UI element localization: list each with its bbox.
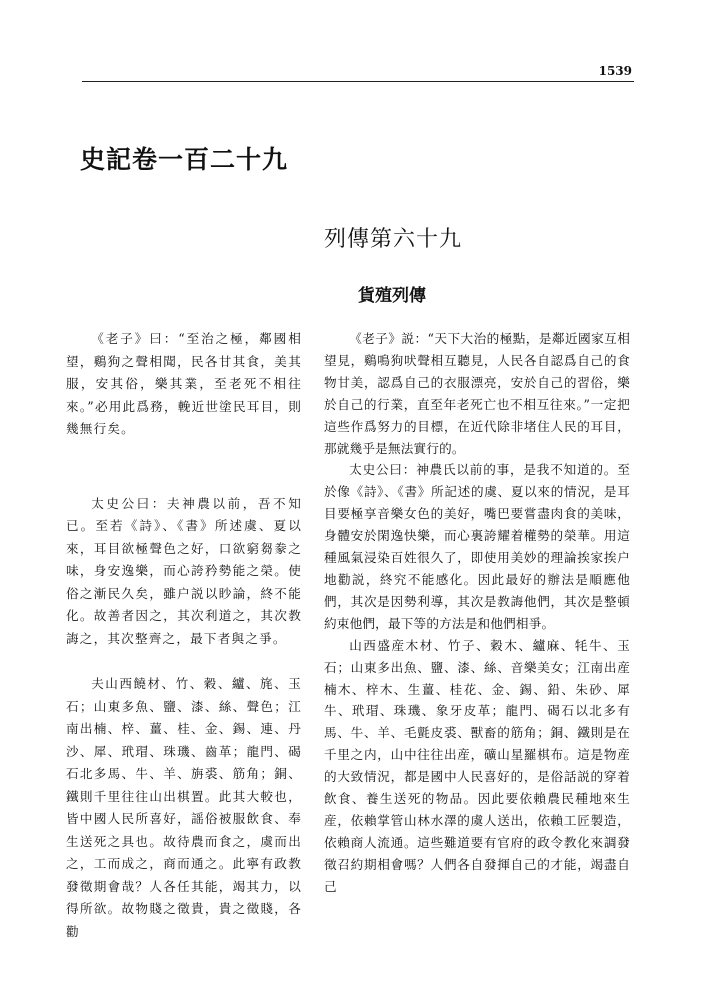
translation-paragraph: 《老子》説：“天下大治的極點，是鄰近國家互相望見，鷄鳴狗吠聲相互聽見，人民各自認爲自己的食物甘美，認爲自己的衣服漂亮，安於自己的習俗，樂於自己的行業，直至年老死亡也不相互往來。”一定把這些作爲努力的目標，在近代除非堵住人民的耳目，那就幾乎是無法實行的。 xyxy=(324,331,630,456)
chapter-title: 列傳第六十九 xyxy=(323,227,462,252)
classical-text-column xyxy=(66,328,302,943)
translation-paragraph: 太史公曰：神農氏以前的事，是我不知道的。至於像《詩》、《書》所記述的虞、夏以來的情況，是耳目要極享音樂女色的美好，嘴巴要嘗盡肉食的美味，身體安於閑逸快樂，而心裏誇耀着權勢的榮華。用這種風氣浸染百姓很久了，即使用美妙的理論挨家挨户地勸説，終究不能感化。因此最好的辦法是順應他們，其次是因勢利導，其次是教誨他們，其次是整頓約束他們，最下等的方法是和他們相爭。 xyxy=(324,462,630,631)
classical-paragraph: 太史公曰：夫神農以前，吾不知已。至若《詩》、《書》所述虞、夏以來，耳目欲極聲色之好，口欲窮芻豢之味，身安逸樂，而心誇矜勢能之榮。使俗之漸民久矣，雖户説以眇論，終不能化。故善者因之，其次利道之，其次教誨之，其次整齊之，最下者與之爭。 xyxy=(66,495,302,646)
header-rule xyxy=(82,81,634,82)
classical-paragraph: 《老子》曰：“至治之極，鄰國相望，鷄狗之聲相聞，民各甘其食，美其服，安其俗，樂其業，至老死不相往來。”必用此爲務，輓近世塗民耳目，則幾無行矣。 xyxy=(66,331,302,436)
modern-translation-column xyxy=(324,328,630,898)
section-title: 貨殖列傳 xyxy=(358,286,426,306)
translation-paragraph: 山西盛産木材、竹子、穀木、纑麻、牦牛、玉石；山東多出魚、鹽、漆、絲、音樂美女；江南出産楠木、梓木、生薑、桂花、金、錫、鉛、朱砂、犀牛、玳瑁、珠璣、象牙皮革；龍門、碣石以北多有馬、牛、羊、毛氈皮裘、獸畜的筋角；銅、鐵則是在千里之内，山中往往出産，礦山星羅棋布。這是物産的大致情況，都是國中人民喜好的，是俗話説的穿着飲食、養生送死的物品。因此要依賴農民種地來生産，依賴掌管山林水澤的虞人送出，依賴工匠製造，依賴商人流通。這些難道要有官府的政令教化來調發徵召約期相會嗎？人們各自發揮自己的才能，竭盡自己 xyxy=(324,637,630,894)
volume-title: 史記卷一百二十九 xyxy=(80,145,289,174)
classical-paragraph: 夫山西饒材、竹、穀、纑、旄、玉石；山東多魚、鹽、漆、絲、聲色；江南出楠、梓、薑、桂、金、錫、連、丹沙、犀、玳瑁、珠璣、齒革；龍門、碣石北多馬、牛、羊、旃裘、筋角；銅、鐵則千里往往山出棋置。此其大較也，皆中國人民所喜好，謡俗被服飲食、奉生送死之具也。故待農而食之，虞而出之，工而成之，商而通之。此寧有政教發徵期會哉？人各任其能，竭其力，以得所欲。故物賤之徵貴，貴之徵賤，各勸 xyxy=(66,676,302,939)
page-number: 1539 xyxy=(598,64,632,78)
